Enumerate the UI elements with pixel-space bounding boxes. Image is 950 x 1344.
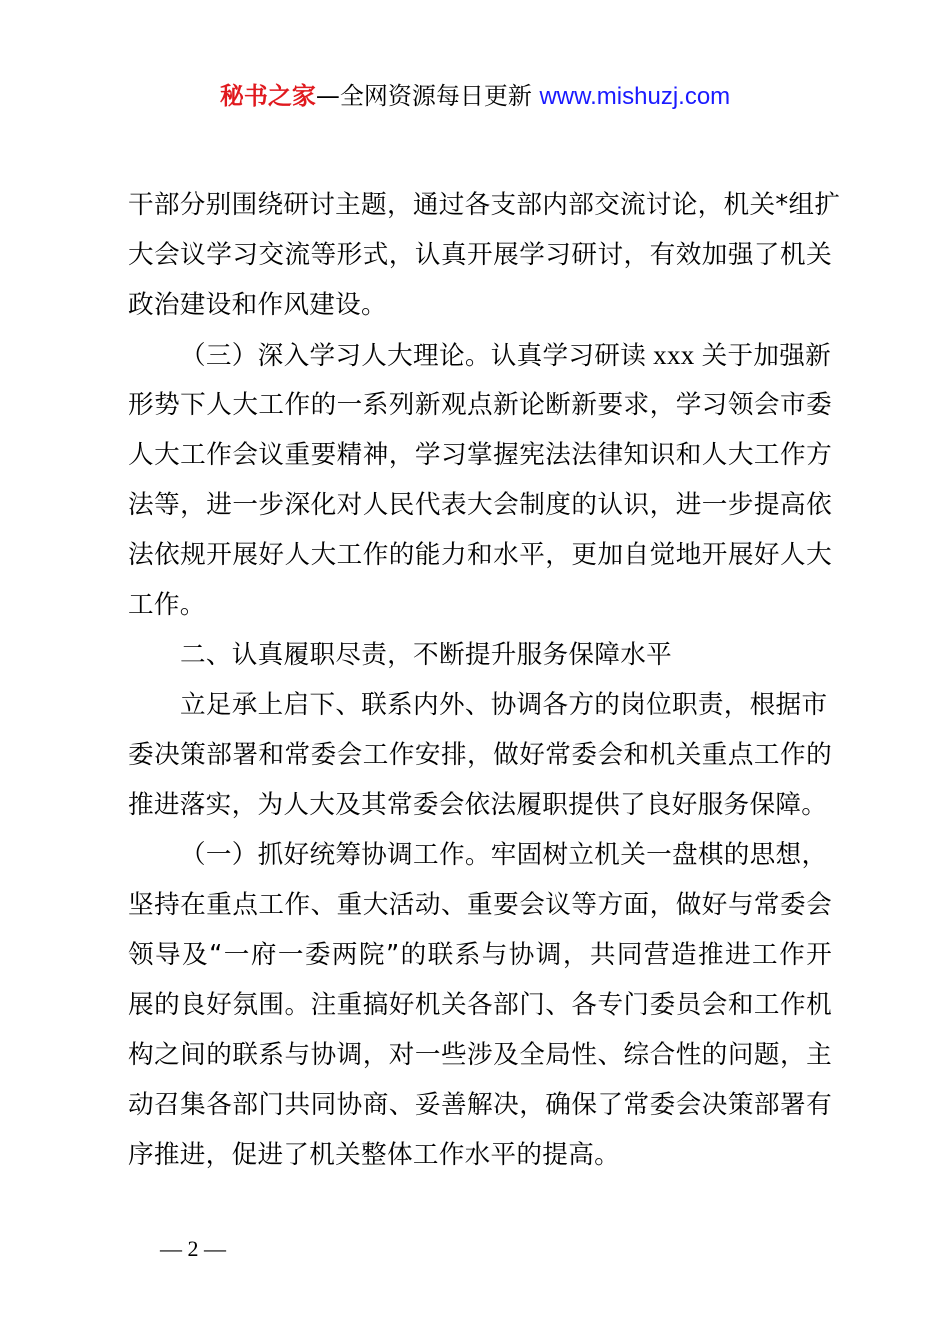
body-line: 干部分别围绕研讨主题，通过各支部内部交流讨论，机关*组扩 [128, 190, 841, 220]
body-line: 推进落实，为人大及其常委会依法履职提供了良好服务保障。 [128, 790, 828, 820]
body-line: 法等，进一步深化对人民代表大会制度的认识，进一步提高依 [128, 490, 832, 520]
document-body [128, 180, 841, 1180]
body-line: 领导及“一府一委两院”的联系与协调，共同营造推进工作开 [128, 940, 832, 970]
body-line: 形势下人大工作的一系列新观点新论断新要求，学习领会市委 [128, 390, 832, 420]
body-line: 大会议学习交流等形式，认真开展学习研讨，有效加强了机关 [128, 240, 832, 270]
body-line: 工作。 [128, 590, 206, 620]
subsection-line: （一）抓好统筹协调工作。牢固树立机关一盘棋的思想， [180, 840, 828, 870]
body-line: 构之间的联系与协调，对一些涉及全局性、综合性的问题，主 [128, 1040, 832, 1070]
body-text-span: 关于加强新 [701, 341, 832, 371]
site-url-link[interactable]: www.mishuzj.com [539, 83, 731, 110]
page-number: — 2 — [160, 1236, 226, 1261]
body-line: 坚持在重点工作、重大活动、重要会议等方面，做好与常委会 [128, 890, 832, 920]
brand-name: 秘书之家 [219, 82, 316, 110]
body-line: 立足承上启下、联系内外、协调各方的岗位职责，根据市 [180, 690, 828, 720]
header-slogan: —全网资源每日更新 [315, 82, 540, 110]
site-header [0, 76, 950, 116]
body-line: 人大工作会议重要精神，学习掌握宪法法律知识和人大工作方 [128, 440, 832, 470]
body-line: 政治建设和作风建设。 [128, 290, 387, 320]
placeholder-text: xxx [646, 340, 702, 370]
body-line: 委决策部署和常委会工作安排，做好常委会和机关重点工作的 [128, 740, 832, 770]
body-line: 展的良好氛围。注重搞好机关各部门、各专门委员会和工作机 [128, 990, 832, 1020]
body-line: 法依规开展好人大工作的能力和水平，更加自觉地开展好人大 [128, 540, 832, 570]
body-line: 序推进，促进了机关整体工作水平的提高。 [128, 1140, 620, 1170]
section-heading: 二、认真履职尽责，不断提升服务保障水平 [180, 640, 672, 670]
subsection-title: （三）深入学习人大理论。认真学习研读 [180, 341, 647, 371]
subsection-line [128, 330, 832, 380]
body-line: 动召集各部门共同协商、妥善解决，确保了常委会决策部署有 [128, 1090, 832, 1120]
